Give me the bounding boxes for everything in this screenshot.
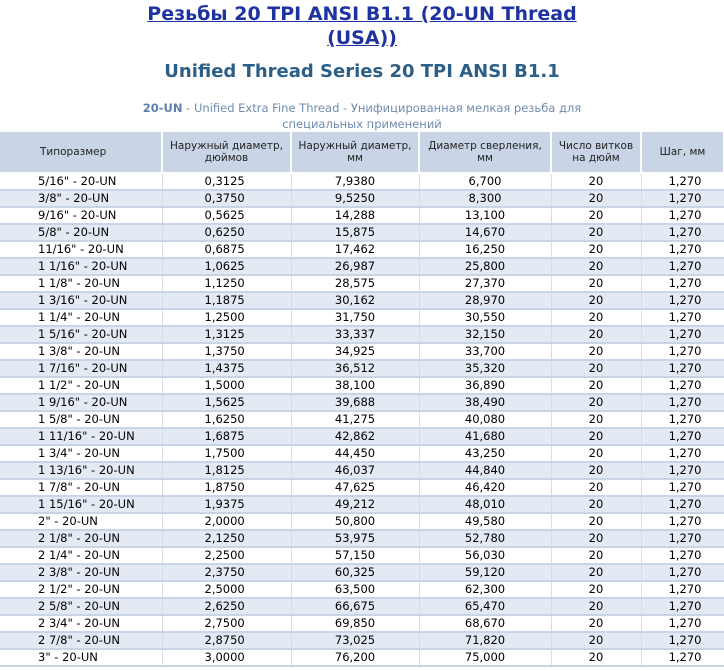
cell-outer-diameter-mm: 36,512 <box>291 360 419 377</box>
cell-outer-diameter-inch: 0,3750 <box>162 190 291 207</box>
header-threads-per-inch: Число витков на дюйм <box>551 132 641 173</box>
cell-outer-diameter-mm: 41,275 <box>291 411 419 428</box>
cell-drill-diameter-mm: 14,670 <box>419 224 551 241</box>
cell-size: 2 7/8" - 20-UN <box>0 632 162 649</box>
table-row <box>0 547 724 564</box>
cell-outer-diameter-mm: 47,625 <box>291 479 419 496</box>
cell-size: 1 1/4" - 20-UN <box>0 309 162 326</box>
cell-size: 1 9/16" - 20-UN <box>0 394 162 411</box>
table-row <box>0 649 724 666</box>
cell-outer-diameter-inch: 1,4375 <box>162 360 291 377</box>
cell-pitch-mm: 1,270 <box>641 292 724 309</box>
cell-pitch-mm: 1,270 <box>641 326 724 343</box>
cell-outer-diameter-mm: 49,212 <box>291 496 419 513</box>
cell-threads-per-inch: 20 <box>551 615 641 632</box>
cell-threads-per-inch: 20 <box>551 530 641 547</box>
cell-outer-diameter-inch: 3,0000 <box>162 649 291 666</box>
cell-threads-per-inch: 20 <box>551 258 641 275</box>
cell-size: 1 3/4" - 20-UN <box>0 445 162 462</box>
cell-pitch-mm: 1,270 <box>641 513 724 530</box>
cell-drill-diameter-mm: 46,420 <box>419 479 551 496</box>
cell-pitch-mm: 1,270 <box>641 258 724 275</box>
cell-pitch-mm: 1,270 <box>641 360 724 377</box>
table-caption <box>0 100 724 132</box>
cell-size: 1 3/16" - 20-UN <box>0 292 162 309</box>
cell-outer-diameter-inch: 2,5000 <box>162 581 291 598</box>
table-row <box>0 309 724 326</box>
cell-outer-diameter-mm: 30,162 <box>291 292 419 309</box>
cell-pitch-mm: 1,270 <box>641 190 724 207</box>
header-outer-diameter-mm: Наружный диаметр, мм <box>291 132 419 173</box>
cell-outer-diameter-inch: 1,8125 <box>162 462 291 479</box>
table-row <box>0 241 724 258</box>
cell-threads-per-inch: 20 <box>551 377 641 394</box>
cell-threads-per-inch: 20 <box>551 581 641 598</box>
cell-outer-diameter-inch: 1,9375 <box>162 496 291 513</box>
cell-threads-per-inch: 20 <box>551 326 641 343</box>
table-row <box>0 445 724 462</box>
cell-drill-diameter-mm: 43,250 <box>419 445 551 462</box>
cell-size: 2" - 20-UN <box>0 513 162 530</box>
cell-size: 1 3/8" - 20-UN <box>0 343 162 360</box>
cell-outer-diameter-mm: 17,462 <box>291 241 419 258</box>
cell-threads-per-inch: 20 <box>551 462 641 479</box>
table-row <box>0 496 724 513</box>
cell-outer-diameter-inch: 1,5000 <box>162 377 291 394</box>
cell-drill-diameter-mm: 36,890 <box>419 377 551 394</box>
cell-drill-diameter-mm: 6,700 <box>419 173 551 190</box>
table-row <box>0 394 724 411</box>
cell-pitch-mm: 1,270 <box>641 479 724 496</box>
cell-outer-diameter-inch: 1,0625 <box>162 258 291 275</box>
cell-threads-per-inch: 20 <box>551 275 641 292</box>
caption-line2: специальных применений <box>282 117 442 131</box>
cell-threads-per-inch: 20 <box>551 411 641 428</box>
cell-drill-diameter-mm: 32,150 <box>419 326 551 343</box>
table-row <box>0 377 724 394</box>
cell-threads-per-inch: 20 <box>551 241 641 258</box>
table-row <box>0 207 724 224</box>
cell-threads-per-inch: 20 <box>551 190 641 207</box>
cell-size: 1 1/8" - 20-UN <box>0 275 162 292</box>
table-row <box>0 632 724 649</box>
cell-outer-diameter-inch: 1,5625 <box>162 394 291 411</box>
caption-thread-code: 20-UN <box>142 101 183 115</box>
cell-drill-diameter-mm: 8,300 <box>419 190 551 207</box>
cell-size: 3" - 20-UN <box>0 649 162 666</box>
header-size: Типоразмер <box>0 132 162 173</box>
table-row <box>0 530 724 547</box>
table-row <box>0 462 724 479</box>
cell-pitch-mm: 1,270 <box>641 343 724 360</box>
cell-pitch-mm: 1,270 <box>641 598 724 615</box>
cell-outer-diameter-mm: 60,325 <box>291 564 419 581</box>
cell-pitch-mm: 1,270 <box>641 394 724 411</box>
cell-outer-diameter-mm: 53,975 <box>291 530 419 547</box>
page-title-line2[interactable]: (USA)) <box>327 27 397 49</box>
cell-outer-diameter-inch: 2,1250 <box>162 530 291 547</box>
page-subtitle: Unified Thread Series 20 TPI ANSI B1.1 <box>164 61 560 82</box>
cell-outer-diameter-mm: 31,750 <box>291 309 419 326</box>
cell-pitch-mm: 1,270 <box>641 632 724 649</box>
cell-pitch-mm: 1,270 <box>641 649 724 666</box>
cell-outer-diameter-inch: 0,6875 <box>162 241 291 258</box>
cell-threads-per-inch: 20 <box>551 564 641 581</box>
table-row <box>0 360 724 377</box>
caption-line1 <box>0 100 724 116</box>
cell-outer-diameter-inch: 1,6875 <box>162 428 291 445</box>
cell-outer-diameter-inch: 1,3125 <box>162 326 291 343</box>
cell-drill-diameter-mm: 75,000 <box>419 649 551 666</box>
cell-threads-per-inch: 20 <box>551 394 641 411</box>
cell-threads-per-inch: 20 <box>551 445 641 462</box>
cell-threads-per-inch: 20 <box>551 224 641 241</box>
header-pitch-mm: Шаг, мм <box>641 132 724 173</box>
cell-outer-diameter-mm: 15,875 <box>291 224 419 241</box>
cell-drill-diameter-mm: 56,030 <box>419 547 551 564</box>
cell-drill-diameter-mm: 48,010 <box>419 496 551 513</box>
cell-drill-diameter-mm: 25,800 <box>419 258 551 275</box>
cell-outer-diameter-inch: 1,7500 <box>162 445 291 462</box>
cell-outer-diameter-mm: 42,862 <box>291 428 419 445</box>
cell-size: 2 5/8" - 20-UN <box>0 598 162 615</box>
cell-outer-diameter-inch: 1,3750 <box>162 343 291 360</box>
cell-outer-diameter-inch: 0,5625 <box>162 207 291 224</box>
cell-size: 2 1/8" - 20-UN <box>0 530 162 547</box>
cell-threads-per-inch: 20 <box>551 309 641 326</box>
table-row <box>0 224 724 241</box>
table-row <box>0 411 724 428</box>
cell-pitch-mm: 1,270 <box>641 445 724 462</box>
table-row <box>0 513 724 530</box>
cell-outer-diameter-mm: 34,925 <box>291 343 419 360</box>
cell-outer-diameter-inch: 2,2500 <box>162 547 291 564</box>
cell-outer-diameter-mm: 50,800 <box>291 513 419 530</box>
cell-outer-diameter-mm: 69,850 <box>291 615 419 632</box>
cell-outer-diameter-mm: 76,200 <box>291 649 419 666</box>
table-row <box>0 615 724 632</box>
table-row <box>0 428 724 445</box>
table-row <box>0 292 724 309</box>
cell-size: 2 1/2" - 20-UN <box>0 581 162 598</box>
cell-pitch-mm: 1,270 <box>641 309 724 326</box>
table-row <box>0 479 724 496</box>
page-title-line1[interactable]: Резьбы 20 TPI ANSI B1.1 (20-UN Thread <box>147 3 577 25</box>
caption-description: - Unified Extra Fine Thread - Унифицированная мелкая резьба для <box>182 101 582 115</box>
cell-size: 2 3/8" - 20-UN <box>0 564 162 581</box>
page-title-link[interactable] <box>0 0 724 50</box>
cell-size: 1 5/8" - 20-UN <box>0 411 162 428</box>
table-row <box>0 564 724 581</box>
cell-pitch-mm: 1,270 <box>641 547 724 564</box>
cell-threads-per-inch: 20 <box>551 632 641 649</box>
cell-threads-per-inch: 20 <box>551 649 641 666</box>
cell-threads-per-inch: 20 <box>551 292 641 309</box>
cell-outer-diameter-inch: 1,1250 <box>162 275 291 292</box>
cell-drill-diameter-mm: 49,580 <box>419 513 551 530</box>
cell-pitch-mm: 1,270 <box>641 564 724 581</box>
cell-pitch-mm: 1,270 <box>641 207 724 224</box>
cell-outer-diameter-inch: 1,1875 <box>162 292 291 309</box>
cell-size: 2 1/4" - 20-UN <box>0 547 162 564</box>
cell-threads-per-inch: 20 <box>551 360 641 377</box>
table-row <box>0 598 724 615</box>
cell-outer-diameter-inch: 1,6250 <box>162 411 291 428</box>
cell-outer-diameter-inch: 2,7500 <box>162 615 291 632</box>
cell-outer-diameter-inch: 2,3750 <box>162 564 291 581</box>
table-row <box>0 258 724 275</box>
cell-drill-diameter-mm: 13,100 <box>419 207 551 224</box>
cell-size: 1 15/16" - 20-UN <box>0 496 162 513</box>
cell-outer-diameter-inch: 0,3125 <box>162 173 291 190</box>
cell-pitch-mm: 1,270 <box>641 275 724 292</box>
cell-outer-diameter-mm: 44,450 <box>291 445 419 462</box>
cell-drill-diameter-mm: 59,120 <box>419 564 551 581</box>
cell-threads-per-inch: 20 <box>551 598 641 615</box>
thread-table <box>0 132 724 667</box>
cell-size: 9/16" - 20-UN <box>0 207 162 224</box>
table-header-row <box>0 132 724 173</box>
cell-outer-diameter-mm: 63,500 <box>291 581 419 598</box>
cell-pitch-mm: 1,270 <box>641 241 724 258</box>
header-outer-diameter-inch: Наружный диаметр, дюймов <box>162 132 291 173</box>
cell-drill-diameter-mm: 33,700 <box>419 343 551 360</box>
cell-drill-diameter-mm: 44,840 <box>419 462 551 479</box>
cell-pitch-mm: 1,270 <box>641 581 724 598</box>
cell-outer-diameter-inch: 1,8750 <box>162 479 291 496</box>
cell-size: 1 7/8" - 20-UN <box>0 479 162 496</box>
cell-drill-diameter-mm: 65,470 <box>419 598 551 615</box>
cell-outer-diameter-mm: 26,987 <box>291 258 419 275</box>
table-row <box>0 173 724 190</box>
cell-outer-diameter-mm: 28,575 <box>291 275 419 292</box>
cell-outer-diameter-inch: 1,2500 <box>162 309 291 326</box>
cell-outer-diameter-mm: 39,688 <box>291 394 419 411</box>
cell-drill-diameter-mm: 16,250 <box>419 241 551 258</box>
cell-pitch-mm: 1,270 <box>641 496 724 513</box>
table-row <box>0 581 724 598</box>
table-row <box>0 343 724 360</box>
table-body <box>0 173 724 666</box>
cell-threads-per-inch: 20 <box>551 173 641 190</box>
cell-outer-diameter-mm: 66,675 <box>291 598 419 615</box>
cell-outer-diameter-inch: 2,0000 <box>162 513 291 530</box>
cell-outer-diameter-mm: 7,9380 <box>291 173 419 190</box>
cell-outer-diameter-mm: 38,100 <box>291 377 419 394</box>
cell-outer-diameter-mm: 33,337 <box>291 326 419 343</box>
cell-drill-diameter-mm: 27,370 <box>419 275 551 292</box>
cell-pitch-mm: 1,270 <box>641 428 724 445</box>
cell-pitch-mm: 1,270 <box>641 530 724 547</box>
cell-size: 5/8" - 20-UN <box>0 224 162 241</box>
cell-drill-diameter-mm: 68,670 <box>419 615 551 632</box>
cell-outer-diameter-mm: 46,037 <box>291 462 419 479</box>
cell-threads-per-inch: 20 <box>551 547 641 564</box>
cell-threads-per-inch: 20 <box>551 496 641 513</box>
cell-drill-diameter-mm: 28,970 <box>419 292 551 309</box>
cell-drill-diameter-mm: 40,080 <box>419 411 551 428</box>
cell-outer-diameter-mm: 73,025 <box>291 632 419 649</box>
header-drill-diameter-mm: Диаметр сверления, мм <box>419 132 551 173</box>
cell-size: 5/16" - 20-UN <box>0 173 162 190</box>
cell-drill-diameter-mm: 38,490 <box>419 394 551 411</box>
table-row <box>0 275 724 292</box>
cell-drill-diameter-mm: 52,780 <box>419 530 551 547</box>
cell-pitch-mm: 1,270 <box>641 462 724 479</box>
cell-size: 3/8" - 20-UN <box>0 190 162 207</box>
table-row <box>0 190 724 207</box>
cell-threads-per-inch: 20 <box>551 207 641 224</box>
cell-outer-diameter-inch: 2,8750 <box>162 632 291 649</box>
cell-outer-diameter-mm: 9,5250 <box>291 190 419 207</box>
cell-threads-per-inch: 20 <box>551 343 641 360</box>
cell-threads-per-inch: 20 <box>551 513 641 530</box>
cell-size: 2 3/4" - 20-UN <box>0 615 162 632</box>
cell-size: 1 7/16" - 20-UN <box>0 360 162 377</box>
cell-size: 11/16" - 20-UN <box>0 241 162 258</box>
table-row <box>0 326 724 343</box>
cell-threads-per-inch: 20 <box>551 428 641 445</box>
cell-outer-diameter-inch: 0,6250 <box>162 224 291 241</box>
cell-drill-diameter-mm: 30,550 <box>419 309 551 326</box>
cell-pitch-mm: 1,270 <box>641 411 724 428</box>
cell-outer-diameter-mm: 14,288 <box>291 207 419 224</box>
cell-drill-diameter-mm: 35,320 <box>419 360 551 377</box>
cell-size: 1 1/16" - 20-UN <box>0 258 162 275</box>
cell-size: 1 1/2" - 20-UN <box>0 377 162 394</box>
cell-size: 1 11/16" - 20-UN <box>0 428 162 445</box>
cell-size: 1 13/16" - 20-UN <box>0 462 162 479</box>
cell-pitch-mm: 1,270 <box>641 224 724 241</box>
cell-drill-diameter-mm: 41,680 <box>419 428 551 445</box>
cell-pitch-mm: 1,270 <box>641 173 724 190</box>
cell-drill-diameter-mm: 62,300 <box>419 581 551 598</box>
thread-table-container <box>0 132 724 667</box>
cell-pitch-mm: 1,270 <box>641 615 724 632</box>
cell-threads-per-inch: 20 <box>551 479 641 496</box>
cell-outer-diameter-inch: 2,6250 <box>162 598 291 615</box>
cell-drill-diameter-mm: 71,820 <box>419 632 551 649</box>
cell-pitch-mm: 1,270 <box>641 377 724 394</box>
cell-outer-diameter-mm: 57,150 <box>291 547 419 564</box>
cell-size: 1 5/16" - 20-UN <box>0 326 162 343</box>
